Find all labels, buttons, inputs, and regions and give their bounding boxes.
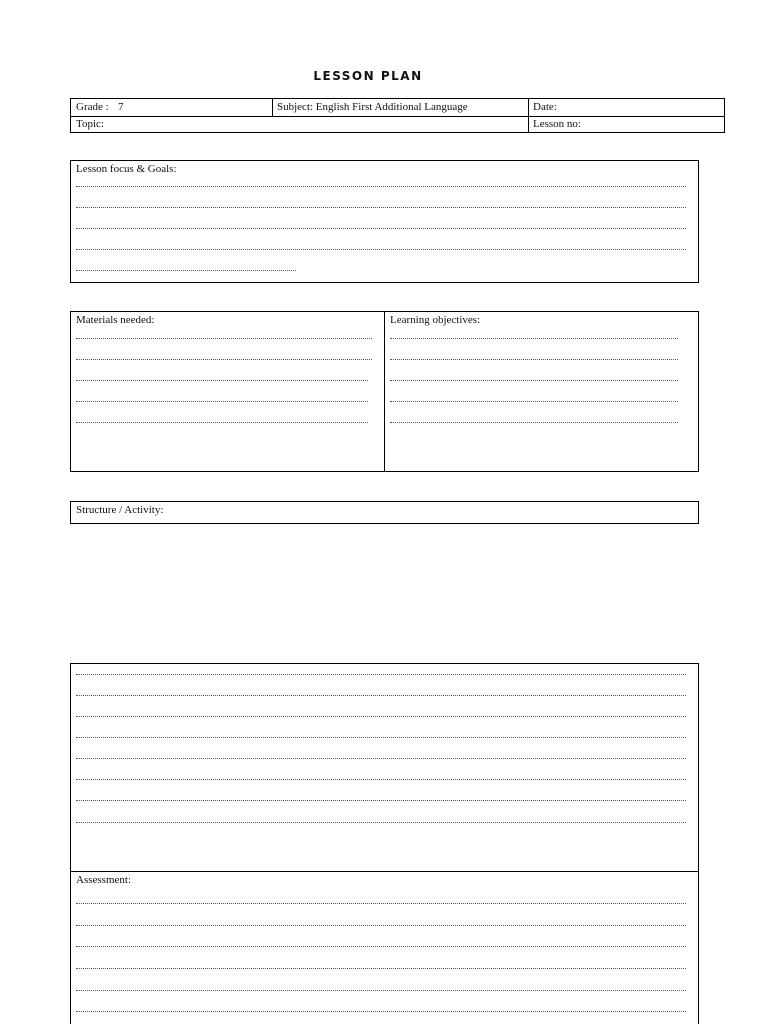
assessment-divider [71, 871, 698, 872]
header-col-divider-2 [528, 99, 529, 132]
writing-line[interactable] [76, 822, 686, 823]
writing-line[interactable] [76, 800, 686, 801]
writing-line[interactable] [390, 422, 678, 423]
writing-line[interactable] [76, 903, 686, 904]
writing-line[interactable] [76, 695, 686, 696]
writing-line[interactable] [76, 338, 372, 339]
writing-line[interactable] [76, 186, 686, 187]
grade-value[interactable]: 7 [118, 101, 124, 113]
writing-line[interactable] [76, 925, 686, 926]
writing-line[interactable] [76, 758, 686, 759]
materials-label: Materials needed: [76, 314, 155, 326]
writing-line[interactable] [76, 380, 368, 381]
objectives-label: Learning objectives: [390, 314, 481, 326]
subject-field: Subject: English First Additional Language [277, 101, 468, 113]
materials-objectives-divider [384, 312, 385, 471]
lesson-focus-section [70, 160, 699, 283]
writing-line[interactable] [76, 968, 686, 969]
header-table [70, 98, 725, 133]
writing-line[interactable] [76, 946, 686, 947]
structure-activity-label: Structure / Activity: [76, 504, 164, 516]
writing-line[interactable] [390, 359, 678, 360]
writing-line[interactable] [76, 359, 372, 360]
writing-line[interactable] [76, 401, 368, 402]
writing-line[interactable] [390, 380, 678, 381]
page-title: LESSON PLAN [313, 69, 423, 83]
writing-line[interactable] [76, 716, 686, 717]
topic-label: Topic: [76, 118, 104, 130]
writing-line[interactable] [76, 270, 296, 271]
grade-label: Grade : [76, 101, 109, 113]
writing-line[interactable] [76, 1011, 686, 1012]
writing-line[interactable] [390, 401, 678, 402]
notes-assessment-section [70, 663, 699, 1024]
writing-line[interactable] [390, 338, 678, 339]
writing-line[interactable] [76, 228, 686, 229]
materials-objectives-section [70, 311, 699, 472]
writing-line[interactable] [76, 422, 368, 423]
writing-line[interactable] [76, 207, 686, 208]
lesson-focus-label: Lesson focus & Goals: [76, 163, 177, 175]
writing-line[interactable] [76, 674, 686, 675]
structure-activity-section [70, 501, 699, 524]
writing-line[interactable] [76, 737, 686, 738]
assessment-label: Assessment: [76, 874, 131, 886]
writing-line[interactable] [76, 990, 686, 991]
header-row-divider [71, 116, 724, 117]
header-col-divider-1 [272, 99, 273, 116]
date-label: Date: [533, 101, 557, 113]
writing-line[interactable] [76, 779, 686, 780]
writing-line[interactable] [76, 249, 686, 250]
lesson-no-label: Lesson no: [533, 118, 581, 130]
